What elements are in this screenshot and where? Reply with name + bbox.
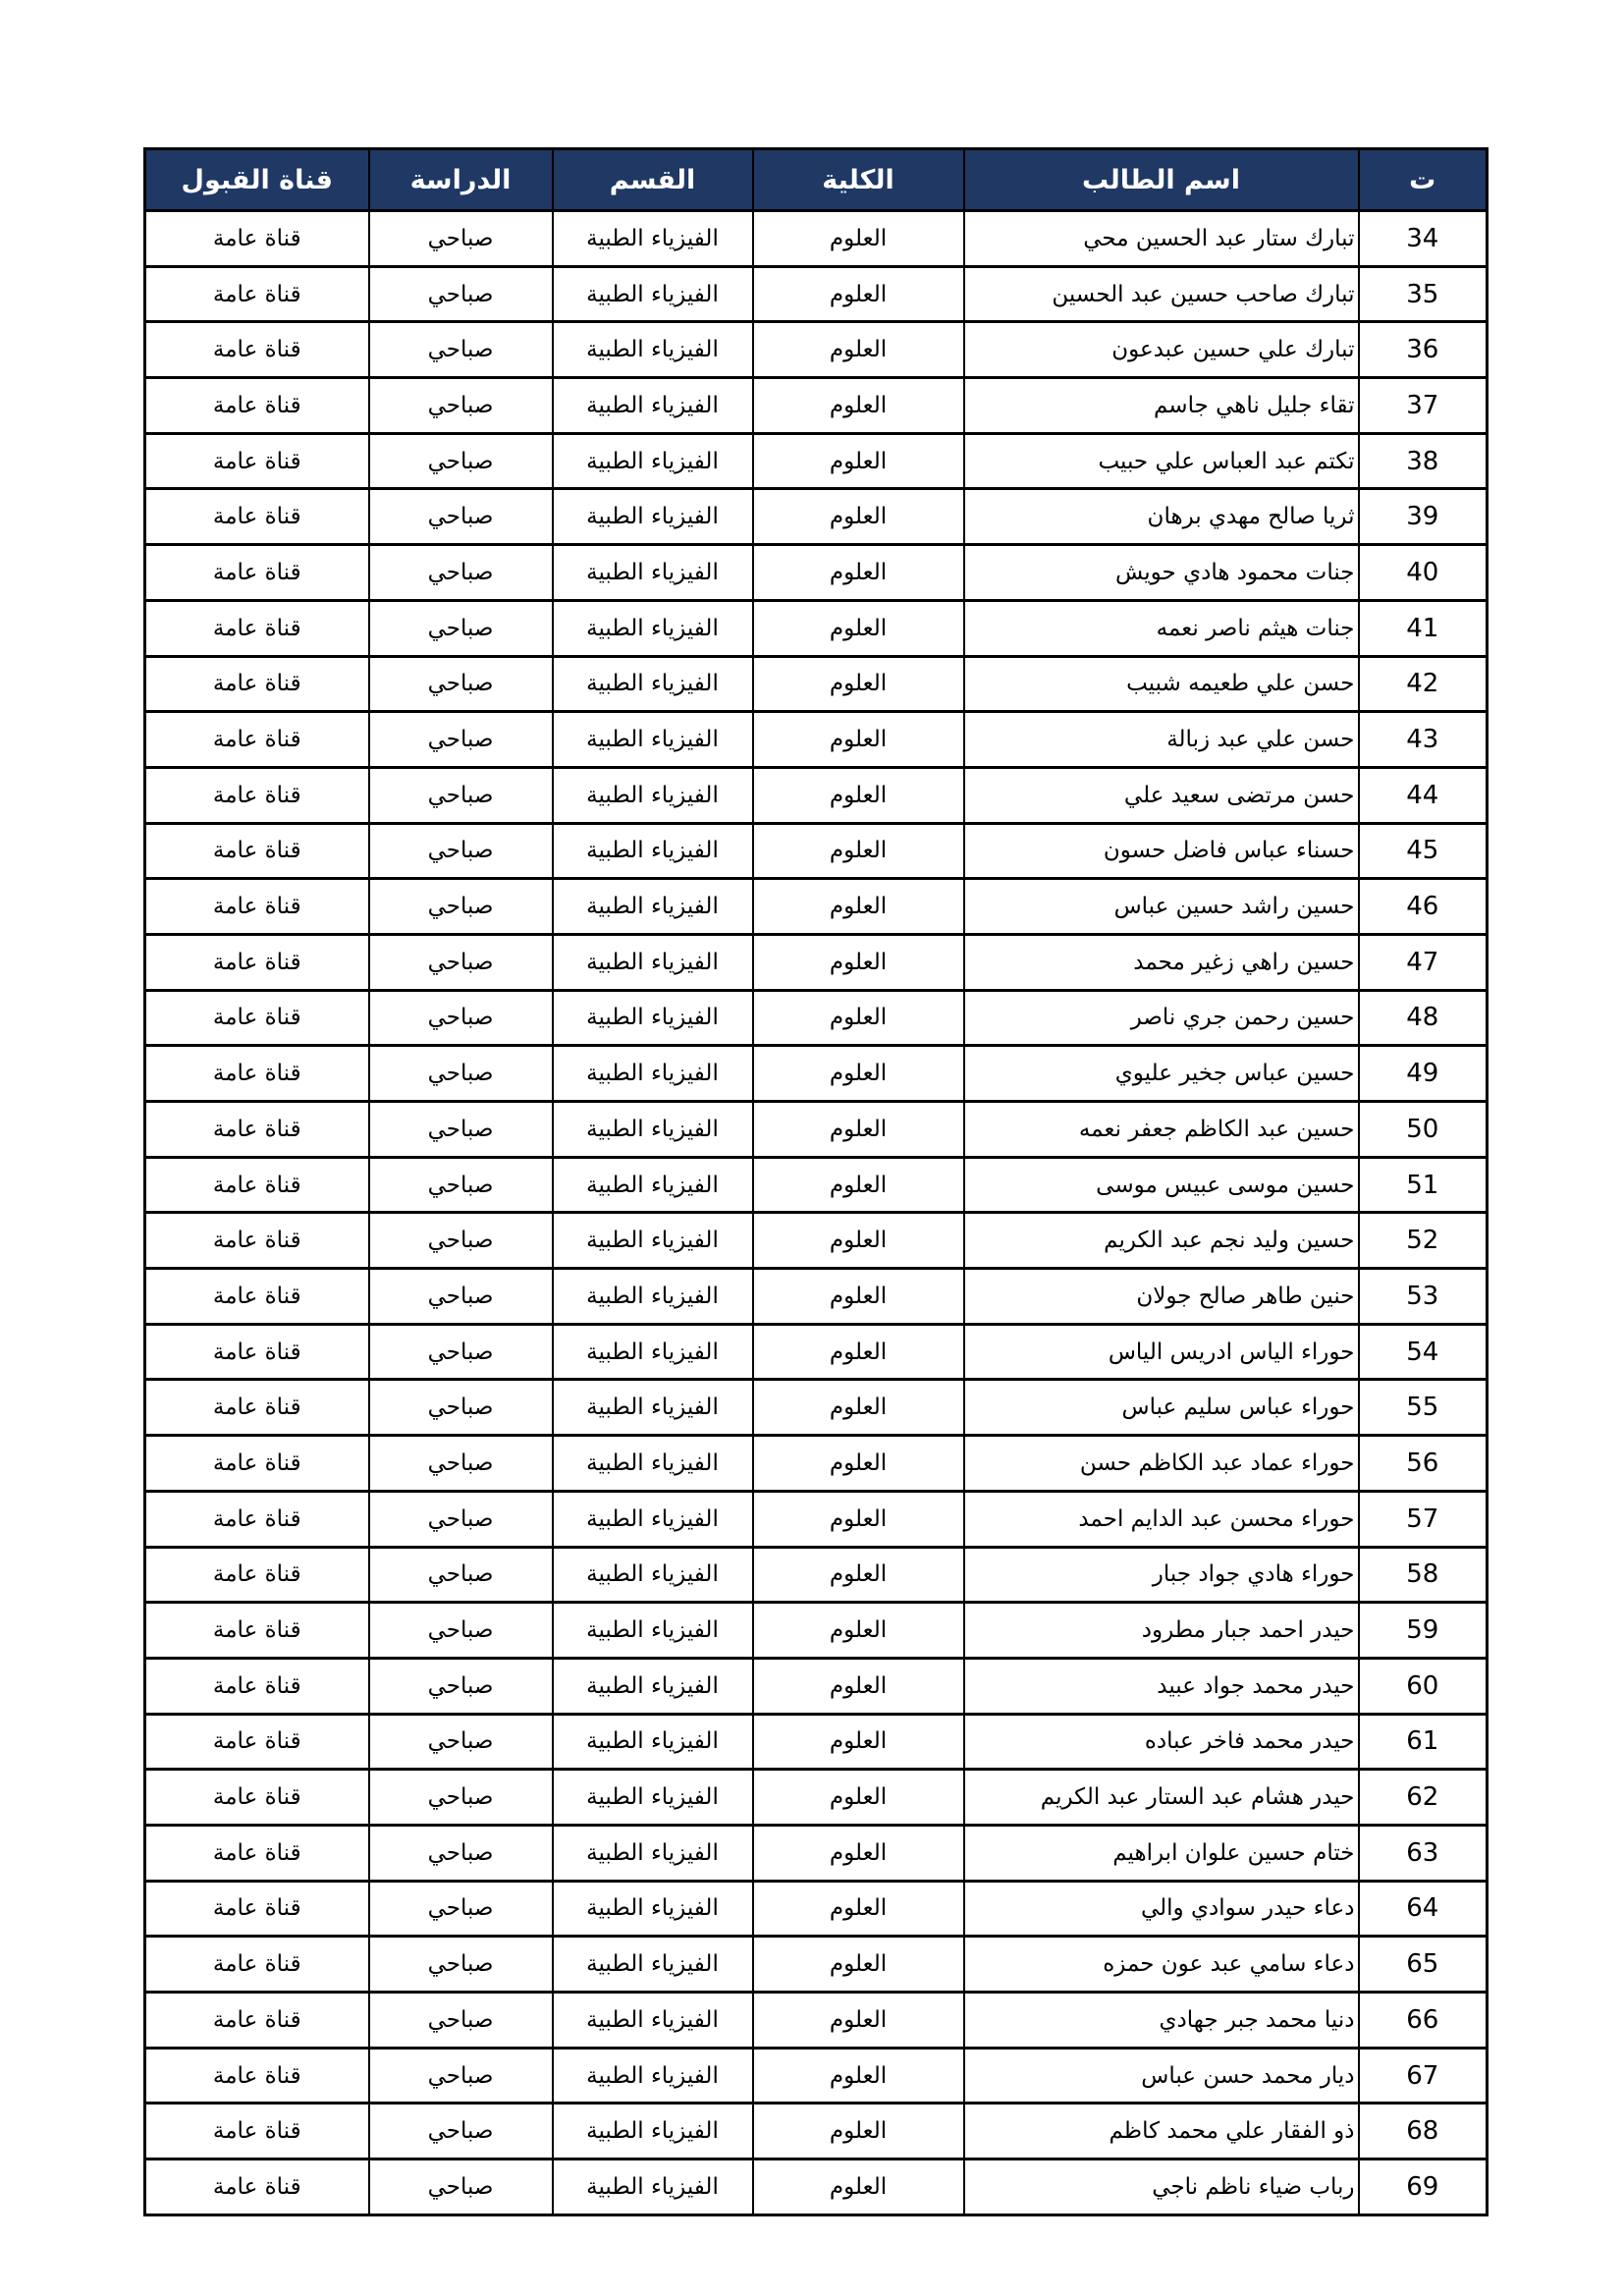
cell-number: 41: [1359, 600, 1488, 656]
cell-college: العلوم: [753, 266, 964, 322]
cell-department: الفيزياء الطبية: [553, 1993, 753, 2049]
cell-number: 48: [1359, 990, 1488, 1046]
cell-study: صباحي: [369, 1269, 553, 1325]
cell-student-name: تبارك ستار عبد الحسين محي: [964, 211, 1359, 267]
table-row: [145, 1714, 1488, 1770]
cell-college: العلوم: [753, 656, 964, 712]
cell-department: الفيزياء الطبية: [553, 1658, 753, 1714]
cell-college: العلوم: [753, 1937, 964, 1993]
cell-admission-channel: قناة عامة: [145, 1547, 369, 1603]
table-row: [145, 1770, 1488, 1826]
cell-number: 66: [1359, 1993, 1488, 2049]
table-row: [145, 823, 1488, 879]
cell-department: الفيزياء الطبية: [553, 1547, 753, 1603]
cell-department: الفيزياء الطبية: [553, 489, 753, 545]
cell-department: الفيزياء الطبية: [553, 2048, 753, 2104]
cell-study: صباحي: [369, 1714, 553, 1770]
cell-admission-channel: قناة عامة: [145, 879, 369, 935]
cell-study: صباحي: [369, 934, 553, 990]
cell-study: صباحي: [369, 879, 553, 935]
cell-number: 49: [1359, 1046, 1488, 1102]
cell-student-name: حيدر محمد فاخر عباده: [964, 1714, 1359, 1770]
cell-college: العلوم: [753, 1881, 964, 1937]
cell-admission-channel: قناة عامة: [145, 767, 369, 823]
cell-college: العلوم: [753, 1324, 964, 1380]
table-row: [145, 1881, 1488, 1937]
cell-admission-channel: قناة عامة: [145, 1046, 369, 1102]
cell-college: العلوم: [753, 1102, 964, 1158]
header-student-name: اسم الطالب: [964, 149, 1359, 211]
cell-college: العلوم: [753, 1993, 964, 2049]
cell-study: صباحي: [369, 1603, 553, 1659]
header-department: القسم: [553, 149, 753, 211]
table-row: [145, 378, 1488, 434]
cell-number: 61: [1359, 1714, 1488, 1770]
cell-admission-channel: قناة عامة: [145, 489, 369, 545]
cell-college: العلوم: [753, 1770, 964, 1826]
cell-admission-channel: قناة عامة: [145, 266, 369, 322]
cell-department: الفيزياء الطبية: [553, 1213, 753, 1269]
cell-admission-channel: قناة عامة: [145, 1269, 369, 1325]
cell-number: 54: [1359, 1324, 1488, 1380]
cell-number: 57: [1359, 1491, 1488, 1547]
cell-student-name: حنين طاهر صالح جولان: [964, 1269, 1359, 1325]
cell-department: الفيزياء الطبية: [553, 378, 753, 434]
cell-college: العلوم: [753, 1658, 964, 1714]
cell-admission-channel: قناة عامة: [145, 823, 369, 879]
cell-study: صباحي: [369, 266, 553, 322]
cell-admission-channel: قناة عامة: [145, 1770, 369, 1826]
cell-number: 43: [1359, 712, 1488, 768]
cell-college: العلوم: [753, 1714, 964, 1770]
table-row: [145, 990, 1488, 1046]
cell-department: الفيزياء الطبية: [553, 322, 753, 378]
cell-department: الفيزياء الطبية: [553, 545, 753, 601]
cell-department: الفيزياء الطبية: [553, 1046, 753, 1102]
cell-admission-channel: قناة عامة: [145, 1213, 369, 1269]
table-row: [145, 1603, 1488, 1659]
cell-college: العلوم: [753, 767, 964, 823]
cell-student-name: حسن علي عبد زبالة: [964, 712, 1359, 768]
cell-college: العلوم: [753, 1436, 964, 1492]
cell-college: العلوم: [753, 1603, 964, 1659]
cell-college: العلوم: [753, 2104, 964, 2159]
cell-student-name: حسين موسى عبيس موسى: [964, 1157, 1359, 1213]
table-row: [145, 1547, 1488, 1603]
cell-college: العلوم: [753, 433, 964, 489]
cell-department: الفيزياء الطبية: [553, 1102, 753, 1158]
cell-admission-channel: قناة عامة: [145, 934, 369, 990]
cell-study: صباحي: [369, 211, 553, 267]
cell-admission-channel: قناة عامة: [145, 600, 369, 656]
cell-admission-channel: قناة عامة: [145, 1102, 369, 1158]
cell-department: الفيزياء الطبية: [553, 211, 753, 267]
cell-department: الفيزياء الطبية: [553, 990, 753, 1046]
cell-student-name: رباب ضياء ناظم ناجي: [964, 2159, 1359, 2215]
cell-department: الفيزياء الطبية: [553, 1825, 753, 1881]
cell-student-name: حسناء عباس فاضل حسون: [964, 823, 1359, 879]
cell-study: صباحي: [369, 2104, 553, 2159]
cell-department: الفيزياء الطبية: [553, 2159, 753, 2215]
table-row: [145, 1658, 1488, 1714]
table-row: [145, 934, 1488, 990]
table-row: [145, 879, 1488, 935]
header-study: الدراسة: [369, 149, 553, 211]
cell-student-name: حوراء عماد عبد الكاظم حسن: [964, 1436, 1359, 1492]
cell-admission-channel: قناة عامة: [145, 2159, 369, 2215]
cell-number: 56: [1359, 1436, 1488, 1492]
table-row: [145, 712, 1488, 768]
cell-college: العلوم: [753, 879, 964, 935]
cell-admission-channel: قناة عامة: [145, 1825, 369, 1881]
cell-study: صباحي: [369, 1491, 553, 1547]
cell-department: الفيزياء الطبية: [553, 1269, 753, 1325]
cell-college: العلوم: [753, 211, 964, 267]
cell-college: العلوم: [753, 1046, 964, 1102]
table-row: [145, 1213, 1488, 1269]
cell-number: 39: [1359, 489, 1488, 545]
cell-student-name: ثريا صالح مهدي برهان: [964, 489, 1359, 545]
cell-study: صباحي: [369, 378, 553, 434]
cell-student-name: ديار محمد حسن عباس: [964, 2048, 1359, 2104]
cell-student-name: حسن علي طعيمه شبيب: [964, 656, 1359, 712]
cell-department: الفيزياء الطبية: [553, 767, 753, 823]
cell-number: 46: [1359, 879, 1488, 935]
cell-study: صباحي: [369, 1658, 553, 1714]
cell-study: صباحي: [369, 2048, 553, 2104]
cell-number: 42: [1359, 656, 1488, 712]
cell-department: الفيزياء الطبية: [553, 1603, 753, 1659]
cell-department: الفيزياء الطبية: [553, 433, 753, 489]
table-row: [145, 1046, 1488, 1102]
cell-student-name: تبارك علي حسين عبدعون: [964, 322, 1359, 378]
cell-department: الفيزياء الطبية: [553, 712, 753, 768]
cell-number: 65: [1359, 1937, 1488, 1993]
table-row: [145, 1269, 1488, 1325]
cell-number: 52: [1359, 1213, 1488, 1269]
cell-student-name: دعاء سامي عبد عون حمزه: [964, 1937, 1359, 1993]
cell-admission-channel: قناة عامة: [145, 378, 369, 434]
cell-admission-channel: قناة عامة: [145, 990, 369, 1046]
cell-study: صباحي: [369, 656, 553, 712]
table-row: [145, 767, 1488, 823]
cell-student-name: تقاء جليل ناهي جاسم: [964, 378, 1359, 434]
cell-admission-channel: قناة عامة: [145, 1491, 369, 1547]
cell-department: الفيزياء الطبية: [553, 1157, 753, 1213]
cell-college: العلوم: [753, 934, 964, 990]
cell-study: صباحي: [369, 767, 553, 823]
cell-admission-channel: قناة عامة: [145, 1436, 369, 1492]
header-admission-channel: قناة القبول: [145, 149, 369, 211]
cell-study: صباحي: [369, 1881, 553, 1937]
cell-college: العلوم: [753, 489, 964, 545]
cell-student-name: حوراء محسن عبد الدايم احمد: [964, 1491, 1359, 1547]
cell-admission-channel: قناة عامة: [145, 656, 369, 712]
cell-study: صباحي: [369, 1770, 553, 1826]
cell-department: الفيزياء الطبية: [553, 934, 753, 990]
cell-student-name: حسن مرتضى سعيد علي: [964, 767, 1359, 823]
cell-student-name: جنات محمود هادي حويش: [964, 545, 1359, 601]
cell-study: صباحي: [369, 1213, 553, 1269]
cell-student-name: حوراء الياس ادريس الياس: [964, 1324, 1359, 1380]
table-row: [145, 433, 1488, 489]
cell-admission-channel: قناة عامة: [145, 1993, 369, 2049]
cell-study: صباحي: [369, 1157, 553, 1213]
cell-study: صباحي: [369, 712, 553, 768]
cell-college: العلوم: [753, 600, 964, 656]
table-row: [145, 1157, 1488, 1213]
cell-department: الفيزياء الطبية: [553, 1324, 753, 1380]
cell-college: العلوم: [753, 545, 964, 601]
cell-college: العلوم: [753, 1380, 964, 1436]
cell-department: الفيزياء الطبية: [553, 1937, 753, 1993]
cell-number: 36: [1359, 322, 1488, 378]
cell-number: 38: [1359, 433, 1488, 489]
cell-student-name: تبارك صاحب حسين عبد الحسين: [964, 266, 1359, 322]
cell-number: 45: [1359, 823, 1488, 879]
cell-admission-channel: قناة عامة: [145, 433, 369, 489]
table-row: [145, 1324, 1488, 1380]
cell-admission-channel: قناة عامة: [145, 1658, 369, 1714]
table-row: [145, 1436, 1488, 1492]
cell-admission-channel: قناة عامة: [145, 545, 369, 601]
cell-department: الفيزياء الطبية: [553, 1491, 753, 1547]
cell-department: الفيزياء الطبية: [553, 2104, 753, 2159]
table-row: [145, 266, 1488, 322]
cell-admission-channel: قناة عامة: [145, 712, 369, 768]
cell-department: الفيزياء الطبية: [553, 266, 753, 322]
cell-student-name: حسين راشد حسين عباس: [964, 879, 1359, 935]
cell-student-name: حيدر احمد جبار مطرود: [964, 1603, 1359, 1659]
cell-study: صباحي: [369, 1324, 553, 1380]
cell-number: 68: [1359, 2104, 1488, 2159]
cell-study: صباحي: [369, 322, 553, 378]
cell-number: 40: [1359, 545, 1488, 601]
table-row: [145, 322, 1488, 378]
cell-study: صباحي: [369, 1825, 553, 1881]
cell-admission-channel: قناة عامة: [145, 322, 369, 378]
cell-student-name: ختام حسين علوان ابراهيم: [964, 1825, 1359, 1881]
table-row: [145, 489, 1488, 545]
cell-student-name: حسين رحمن جري ناصر: [964, 990, 1359, 1046]
cell-student-name: تكتم عبد العباس علي حبيب: [964, 433, 1359, 489]
cell-number: 67: [1359, 2048, 1488, 2104]
cell-student-name: حسين وليد نجم عبد الكريم: [964, 1213, 1359, 1269]
table-row: [145, 1937, 1488, 1993]
cell-department: الفيزياء الطبية: [553, 1714, 753, 1770]
students-table: [143, 147, 1489, 2216]
header-number: ت: [1359, 149, 1488, 211]
cell-student-name: دعاء حيدر سوادي والي: [964, 1881, 1359, 1937]
table-row: [145, 2104, 1488, 2159]
table-row: [145, 1380, 1488, 1436]
cell-study: صباحي: [369, 1102, 553, 1158]
cell-college: العلوم: [753, 712, 964, 768]
table-row: [145, 600, 1488, 656]
cell-admission-channel: قناة عامة: [145, 2104, 369, 2159]
cell-department: الفيزياء الطبية: [553, 1881, 753, 1937]
cell-student-name: حسين عباس جخير عليوي: [964, 1046, 1359, 1102]
cell-study: صباحي: [369, 600, 553, 656]
cell-student-name: حسين عبد الكاظم جعفر نعمه: [964, 1102, 1359, 1158]
cell-admission-channel: قناة عامة: [145, 1937, 369, 1993]
cell-college: العلوم: [753, 1547, 964, 1603]
table-row: [145, 2048, 1488, 2104]
cell-college: العلوم: [753, 1157, 964, 1213]
cell-college: العلوم: [753, 322, 964, 378]
table-row: [145, 1993, 1488, 2049]
table-header-row: [145, 149, 1488, 211]
table-row: [145, 1102, 1488, 1158]
cell-student-name: حيدر محمد جواد عبيد: [964, 1658, 1359, 1714]
cell-admission-channel: قناة عامة: [145, 2048, 369, 2104]
cell-study: صباحي: [369, 1380, 553, 1436]
cell-college: العلوم: [753, 2159, 964, 2215]
cell-study: صباحي: [369, 1046, 553, 1102]
cell-college: العلوم: [753, 990, 964, 1046]
cell-student-name: ذو الفقار علي محمد كاظم: [964, 2104, 1359, 2159]
cell-study: صباحي: [369, 489, 553, 545]
cell-study: صباحي: [369, 1937, 553, 1993]
table-row: [145, 1491, 1488, 1547]
cell-department: الفيزياء الطبية: [553, 1436, 753, 1492]
cell-college: العلوم: [753, 2048, 964, 2104]
cell-number: 47: [1359, 934, 1488, 990]
table-row: [145, 656, 1488, 712]
cell-number: 62: [1359, 1770, 1488, 1826]
table-row: [145, 1825, 1488, 1881]
cell-number: 34: [1359, 211, 1488, 267]
cell-college: العلوم: [753, 823, 964, 879]
cell-admission-channel: قناة عامة: [145, 1603, 369, 1659]
cell-study: صباحي: [369, 545, 553, 601]
cell-study: صباحي: [369, 2159, 553, 2215]
cell-number: 53: [1359, 1269, 1488, 1325]
cell-study: صباحي: [369, 1993, 553, 2049]
cell-department: الفيزياء الطبية: [553, 1770, 753, 1826]
cell-department: الفيزياء الطبية: [553, 1380, 753, 1436]
cell-number: 55: [1359, 1380, 1488, 1436]
cell-student-name: حيدر هشام عبد الستار عبد الكريم: [964, 1770, 1359, 1826]
cell-admission-channel: قناة عامة: [145, 1714, 369, 1770]
cell-admission-channel: قناة عامة: [145, 1324, 369, 1380]
cell-department: الفيزياء الطبية: [553, 879, 753, 935]
cell-student-name: دنيا محمد جبر جهادي: [964, 1993, 1359, 2049]
cell-number: 58: [1359, 1547, 1488, 1603]
cell-college: العلوم: [753, 378, 964, 434]
cell-student-name: حسين راهي زغير محمد: [964, 934, 1359, 990]
cell-student-name: جنات هيثم ناصر نعمه: [964, 600, 1359, 656]
cell-number: 63: [1359, 1825, 1488, 1881]
cell-number: 60: [1359, 1658, 1488, 1714]
cell-department: الفيزياء الطبية: [553, 656, 753, 712]
cell-college: العلوم: [753, 1491, 964, 1547]
cell-number: 69: [1359, 2159, 1488, 2215]
cell-number: 35: [1359, 266, 1488, 322]
cell-admission-channel: قناة عامة: [145, 1157, 369, 1213]
cell-study: صباحي: [369, 990, 553, 1046]
header-college: الكلية: [753, 149, 964, 211]
cell-number: 44: [1359, 767, 1488, 823]
table-row: [145, 2159, 1488, 2215]
cell-study: صباحي: [369, 1547, 553, 1603]
cell-student-name: حوراء هادي جواد جبار: [964, 1547, 1359, 1603]
cell-number: 37: [1359, 378, 1488, 434]
cell-study: صباحي: [369, 433, 553, 489]
cell-college: العلوم: [753, 1825, 964, 1881]
cell-department: الفيزياء الطبية: [553, 600, 753, 656]
table-row: [145, 545, 1488, 601]
cell-study: صباحي: [369, 823, 553, 879]
cell-student-name: حوراء عباس سليم عباس: [964, 1380, 1359, 1436]
cell-number: 64: [1359, 1881, 1488, 1937]
cell-study: صباحي: [369, 1436, 553, 1492]
cell-college: العلوم: [753, 1269, 964, 1325]
cell-admission-channel: قناة عامة: [145, 1380, 369, 1436]
table-row: [145, 211, 1488, 267]
cell-department: الفيزياء الطبية: [553, 823, 753, 879]
cell-number: 59: [1359, 1603, 1488, 1659]
cell-admission-channel: قناة عامة: [145, 1881, 369, 1937]
cell-number: 51: [1359, 1157, 1488, 1213]
cell-college: العلوم: [753, 1213, 964, 1269]
cell-admission-channel: قناة عامة: [145, 211, 369, 267]
cell-number: 50: [1359, 1102, 1488, 1158]
